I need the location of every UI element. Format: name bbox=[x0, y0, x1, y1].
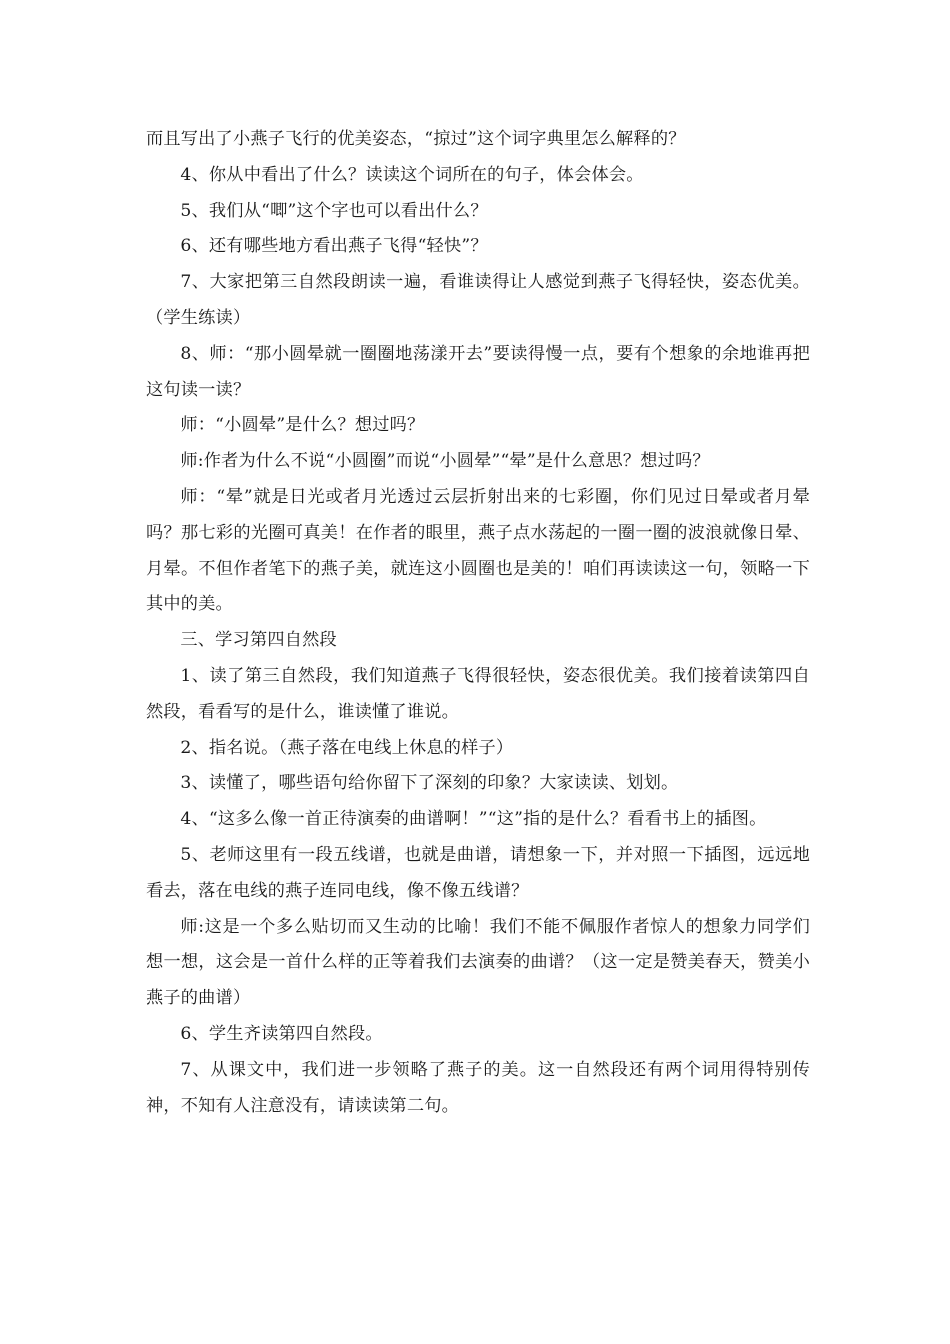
paragraph: 7、从课文中，我们进一步领略了燕子的美。这一自然段还有两个词用得特别传神，不知有人注意没有，请读读第二句。 bbox=[146, 1059, 810, 1116]
paragraph: 4、你从中看出了什么？读读这个词所在的句子，体会体会。 bbox=[180, 164, 644, 185]
paragraph: 8、师：“那小圆晕就一圈圈地荡漾开去”要读得慢一点，要有个想象的余地谁再把这句读一读？ bbox=[146, 343, 810, 400]
paragraph: 而且写出了小燕子飞行的优美姿态，“掠过”这个词字典里怎么解释的？ bbox=[146, 129, 686, 149]
paragraph: 6、还有哪些地方看出燕子飞得“轻快”？ bbox=[180, 236, 488, 257]
paragraph: 6、学生齐读第四自然段。 bbox=[180, 1023, 383, 1044]
paragraph: 7、大家把第三自然段朗读一遍，看谁读得让人感觉到燕子飞得轻快，姿态优美。（学生练读） bbox=[146, 272, 810, 328]
paragraph: 4、“这多么像一首正待演奏的曲谱啊！”“这”指的是什么？看看书上的插图。 bbox=[180, 809, 767, 830]
document-body bbox=[146, 122, 810, 1124]
paragraph: 3、读懂了，哪些语句给你留下了深刻的印象？大家读读、划划。 bbox=[180, 773, 679, 794]
paragraph: 师：“小圆晕”是什么？想过吗？ bbox=[180, 415, 425, 436]
paragraph: 师：“晕”就是日光或者月光透过云层折射出来的七彩圈，你们见过日晕或者月晕吗？那七彩的光圈可真美！在作者的眼里，燕子点水荡起的一圈一圈的波浪就像日晕、月晕。不但作者笔下的燕子美，就连这小圆圈也是美的！咱们再读读这一句，领略一下其中的美。 bbox=[146, 486, 810, 615]
paragraph: 5、我们从“唧”这个字也可以看出什么？ bbox=[180, 200, 488, 221]
section-heading: 三、学习第四自然段 bbox=[180, 630, 337, 651]
paragraph: 5、老师这里有一段五线谱，也就是曲谱，请想象一下，并对照一下插图，远远地看去，落在电线的燕子连同电线，像不像五线谱？ bbox=[146, 844, 810, 901]
paragraph: 2、指名说。（燕子落在电线上休息的样子） bbox=[180, 737, 514, 758]
paragraph: 师:作者为什么不说“小圆圈”而说“小圆晕”“晕”是什么意思？想过吗？ bbox=[180, 451, 710, 472]
paragraph: 1、读了第三自然段，我们知道燕子飞得很轻快，姿态很优美。我们接着读第四自然段，看看写的是什么，谁读懂了谁说。 bbox=[146, 665, 810, 722]
paragraph: 师:这是一个多么贴切而又生动的比喻！我们不能不佩服作者惊人的想象力同学们想一想，这会是一首什么样的正等着我们去演奏的曲谱？（这一定是赞美春天，赞美小燕子的曲谱） bbox=[146, 916, 810, 1009]
